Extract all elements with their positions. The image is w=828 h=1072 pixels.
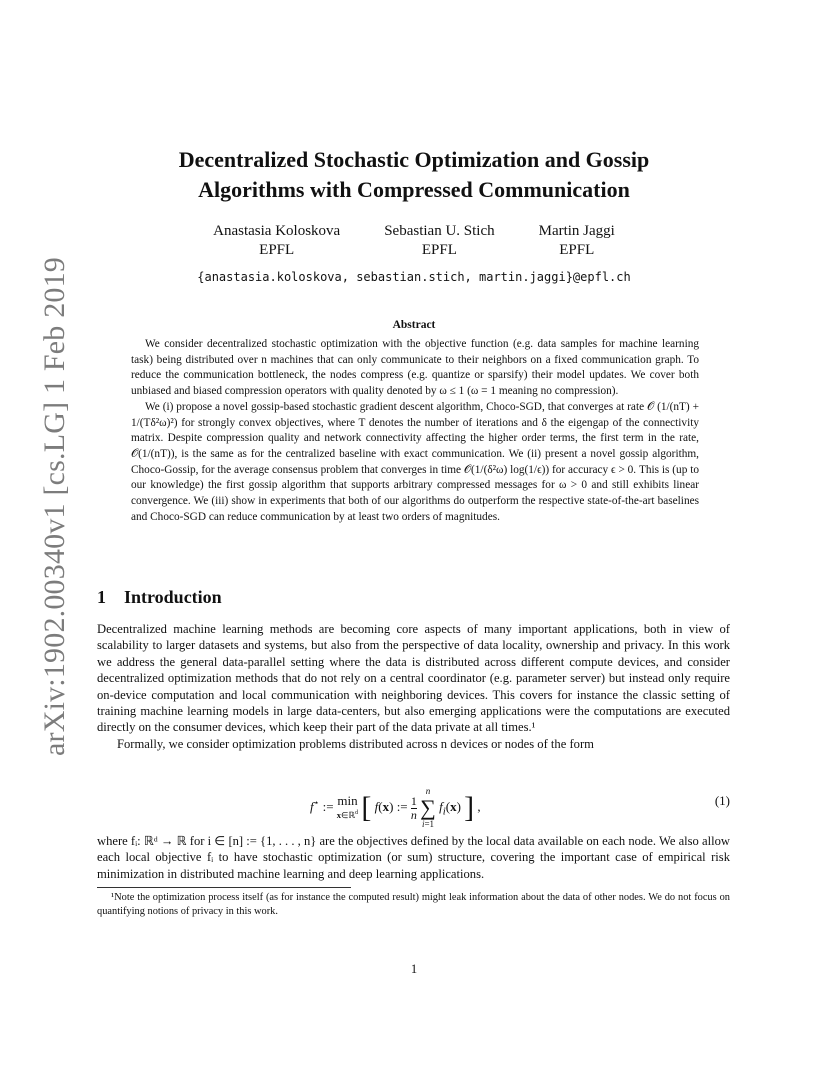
paper-title <box>96 145 732 205</box>
abstract-body <box>131 337 699 525</box>
section-number: 1 <box>97 587 106 607</box>
intro-paragraph-1: Decentralized machine learning methods are becoming core aspects of many important applications, both in view of scalability to larger datasets and systems, but also from the perspective of data locality, ownership and privacy. In this work we address the general data-parallel setting where the data is distributed across different compute devices, and consider decentralized optimization methods that do not rely on a central coordinator (e.g. parameter server) but instead only require on-device computation and local communication with neighboring devices. This covers for instance the classic setting of training machine learning models in large data-centers, but also emerging applications were the computations are executed directly on the consumer devices, which keep their part of the data private at all times.¹ <box>97 622 730 735</box>
arxiv-stamp: arXiv:1902.00340v1 [cs.LG] 1 Feb 2019 <box>38 256 71 756</box>
title-line-2: Algorithms with Compressed Communication <box>198 177 630 202</box>
author-affiliation: EPFL <box>421 242 457 258</box>
author-name: Anastasia Koloskova <box>213 223 341 239</box>
author-name: Sebastian U. Stich <box>384 223 495 239</box>
footnote-divider <box>97 887 351 888</box>
post-equation-text <box>97 833 730 882</box>
min-operator: min x∈ℝ$^d$ <box>336 793 359 820</box>
title-line-1: Decentralized Stochastic Optimization and Gossip <box>178 147 650 172</box>
author-block <box>384 222 494 260</box>
footnote-text: ¹Note the optimization process itself (as for instance the computed result) might leak information about the data of other nodes. We do not focus on quantifying notions of privacy in this work. <box>97 892 730 917</box>
author-affiliation: EPFL <box>559 242 595 258</box>
intro-paragraph-2: Formally, we consider optimization problems distributed across n devices or nodes of the form <box>117 736 594 751</box>
page-number: 1 <box>410 962 418 976</box>
author-list <box>96 222 732 260</box>
summation: n ∑ i=1 <box>420 786 436 829</box>
equation-number: (1) <box>714 793 730 808</box>
section-title: Introduction <box>124 587 222 607</box>
author-affiliation: EPFL <box>259 242 295 258</box>
equation-expression: f⋆ := min x∈ℝ$^d$ [ f(x) := 1 n n ∑ i=1 $f_i(x)$ ] , <box>310 786 481 829</box>
abstract-paragraph-1: We consider decentralized stochastic optimization with the objective function (e.g. data samples for machine learning task) being distributed over n machines that can only communicate to their neighbors on a fixed communication graph. To reduce the communication bottleneck, the nodes compress (e.g. quantize or sparsify) their model updates. We cover both unbiased and biased compression operators with quality denoted by ω ≤ 1 (ω = 1 meaning no compression). <box>131 338 699 398</box>
author-name: Martin Jaggi <box>538 223 615 239</box>
author-emails: {anastasia.koloskova, sebastian.stich, martin.jaggi}@epfl.ch <box>197 270 631 284</box>
introduction-body <box>97 621 730 752</box>
abstract-paragraph-2: We (i) propose a novel gossip-based stochastic gradient descent algorithm, Choco-SGD, that converges at rate 𝒪 (1/(nT) + 1/(Tδ²ω)²) for strongly convex objectives, where T denotes the number of iterations and δ the eigengap of the connectivity matrix. Despite compression quality and network connectivity affecting the higher order terms, the first term in the rate, 𝒪(1/(nT)), is the same as for the centralized baseline with exact communication. We (ii) present a novel gossip algorithm, Choco-Gossip, for the average consensus problem that converges in time 𝒪(1/(δ²ω) log(1/ϵ)) for accuracy ϵ > 0. This is (up to our knowledge) the first gossip algorithm that supports arbitrary compressed messages for ω > 0 and still exhibits linear convergence. We (iii) show in experiments that both of our algorithms do outperform the respective state-of-the-art baselines and Choco-SGD can reduce communication by at least two orders of magnitudes. <box>131 400 699 523</box>
equation-1 <box>97 780 730 829</box>
post-equation-paragraph: where fᵢ: ℝᵈ → ℝ for i ∈ [n] := {1, . . . , n} are the objectives defined by the local data available on each node. We also allow each local objective fᵢ to have stochastic optimization (or sum) structure, covering the important case of empirical risk minimization in distributed machine learning and deep learning applications. <box>97 834 730 881</box>
footnote <box>97 891 730 919</box>
author-block <box>539 222 615 260</box>
abstract-heading: Abstract <box>392 319 436 331</box>
author-block <box>213 222 340 260</box>
section-heading <box>97 587 222 608</box>
fraction-one-over-n: 1 n <box>410 793 417 822</box>
